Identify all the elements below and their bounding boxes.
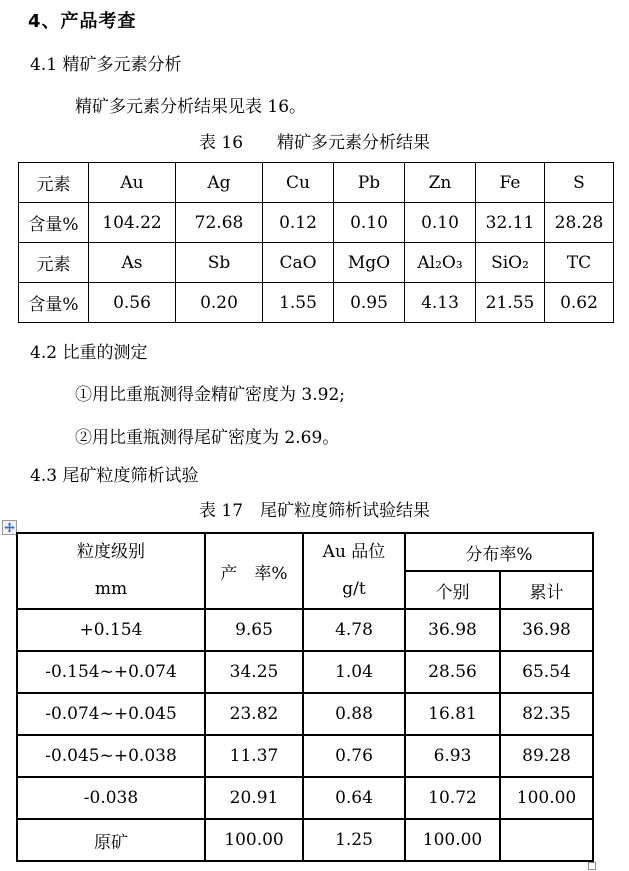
table-cell: 0.62 <box>545 283 614 323</box>
table-cell: 0.20 <box>176 283 263 323</box>
table-cell: 0.76 <box>303 735 405 777</box>
table-cell: Zn <box>405 163 476 203</box>
table-cell: -0.045~+0.038 <box>17 735 205 777</box>
table-cell: Au <box>89 163 176 203</box>
table-cell: 0.10 <box>405 203 476 243</box>
table-cell: 100.00 <box>500 777 593 819</box>
table-cell: 89.28 <box>500 735 593 777</box>
section-4-3-title: 4.3 尾矿粒度筛析试验 <box>30 466 199 486</box>
table-cell: 元素 <box>19 243 89 283</box>
section-4-2-item-2: ②用比重瓶测得尾矿密度为 2.69。 <box>75 428 340 448</box>
table-cell: 6.93 <box>405 735 500 777</box>
table-cell: 21.55 <box>476 283 545 323</box>
table-resize-handle[interactable] <box>588 862 596 870</box>
header-cell-distribution-group: 分布率% <box>405 533 593 571</box>
header-size-class-label: 粒度级别 <box>77 542 145 562</box>
table-cell: 含量% <box>19 283 89 323</box>
table-cell <box>500 819 593 861</box>
table-cell: 4.13 <box>405 283 476 323</box>
table-cell: 4.78 <box>303 609 405 651</box>
section-4-1-title: 4.1 精矿多元素分析 <box>30 55 182 75</box>
table-cell: 0.10 <box>334 203 405 243</box>
table-cell: S <box>545 163 614 203</box>
table16-row-elements-2 <box>19 243 614 283</box>
section-4-1-paragraph: 精矿多元素分析结果见表 16。 <box>75 97 307 117</box>
table17-data-row <box>17 651 593 693</box>
table-cell: 28.28 <box>545 203 614 243</box>
table-cell: 1.55 <box>263 283 334 323</box>
table-cell: 0.12 <box>263 203 334 243</box>
table17-caption: 表 17 尾矿粒度筛析试验结果 <box>198 501 431 521</box>
table-cell: 65.54 <box>500 651 593 693</box>
table-cell: TC <box>545 243 614 283</box>
table-cell: 36.98 <box>500 609 593 651</box>
table-cell: 28.56 <box>405 651 500 693</box>
table-cell: 16.81 <box>405 693 500 735</box>
table-cell: CaO <box>263 243 334 283</box>
table-cell: 100.00 <box>405 819 500 861</box>
table-cell: +0.154 <box>17 609 205 651</box>
table16-multielement-analysis <box>18 162 614 323</box>
table-cell: 20.91 <box>205 777 303 819</box>
table-cell: 10.72 <box>405 777 500 819</box>
table-cell: 1.04 <box>303 651 405 693</box>
table-cell: 100.00 <box>205 819 303 861</box>
header-cell-au-grade <box>303 533 405 609</box>
table17-data-row <box>17 693 593 735</box>
header-size-class-unit: mm <box>94 579 128 599</box>
table-cell: 23.82 <box>205 693 303 735</box>
table-cell: Al₂O₃ <box>405 243 476 283</box>
table-cell: 原矿 <box>17 819 205 861</box>
table17-sieve-analysis <box>16 532 594 862</box>
header-cell-yield: 产 率% <box>205 533 303 609</box>
table17-data-row <box>17 819 593 861</box>
table17-data-row <box>17 609 593 651</box>
table17-header-row-1 <box>17 533 593 571</box>
table16-caption: 表 16 精矿多元素分析结果 <box>198 133 431 153</box>
table17-data-row <box>17 777 593 819</box>
table-cell: 1.25 <box>303 819 405 861</box>
table-cell: 104.22 <box>89 203 176 243</box>
table-cell: MgO <box>334 243 405 283</box>
table-cell: 72.68 <box>176 203 263 243</box>
header-au-grade-unit: g/t <box>342 579 366 599</box>
table-cell: -0.154~+0.074 <box>17 651 205 693</box>
table-cell: Sb <box>176 243 263 283</box>
section-4-2-title: 4.2 比重的测定 <box>30 343 148 363</box>
table-cell: 0.88 <box>303 693 405 735</box>
table-cell: -0.074~+0.045 <box>17 693 205 735</box>
table-cell: 32.11 <box>476 203 545 243</box>
table16-row-elements-1 <box>19 163 614 203</box>
table-cell: Cu <box>263 163 334 203</box>
header-au-grade-label: Au 品位 <box>322 542 386 562</box>
table-cell: 11.37 <box>205 735 303 777</box>
section-4-2-item-1: ①用比重瓶测得金精矿密度为 3.92; <box>75 385 345 405</box>
table-cell: 0.64 <box>303 777 405 819</box>
table-cell: Pb <box>334 163 405 203</box>
table-cell: 34.25 <box>205 651 303 693</box>
header-cell-size-class <box>17 533 205 609</box>
table-cell: Fe <box>476 163 545 203</box>
table-cell: 0.95 <box>334 283 405 323</box>
move-cross-icon <box>4 522 15 533</box>
header-cell-individual: 个别 <box>405 571 500 609</box>
table-move-handle[interactable] <box>2 520 17 535</box>
header-cell-cumulative: 累计 <box>500 571 593 609</box>
table-cell: 9.65 <box>205 609 303 651</box>
table-cell: 元素 <box>19 163 89 203</box>
table16-row-content-2 <box>19 283 614 323</box>
table-cell: As <box>89 243 176 283</box>
table-cell: 82.35 <box>500 693 593 735</box>
table-cell: SiO₂ <box>476 243 545 283</box>
table-cell: 0.56 <box>89 283 176 323</box>
table-cell: -0.038 <box>17 777 205 819</box>
table-cell: 36.98 <box>405 609 500 651</box>
table17-data-row <box>17 735 593 777</box>
table-cell: Ag <box>176 163 263 203</box>
document-heading: 4、产品考查 <box>28 11 137 32</box>
table16-row-content-1 <box>19 203 614 243</box>
table-cell: 含量% <box>19 203 89 243</box>
